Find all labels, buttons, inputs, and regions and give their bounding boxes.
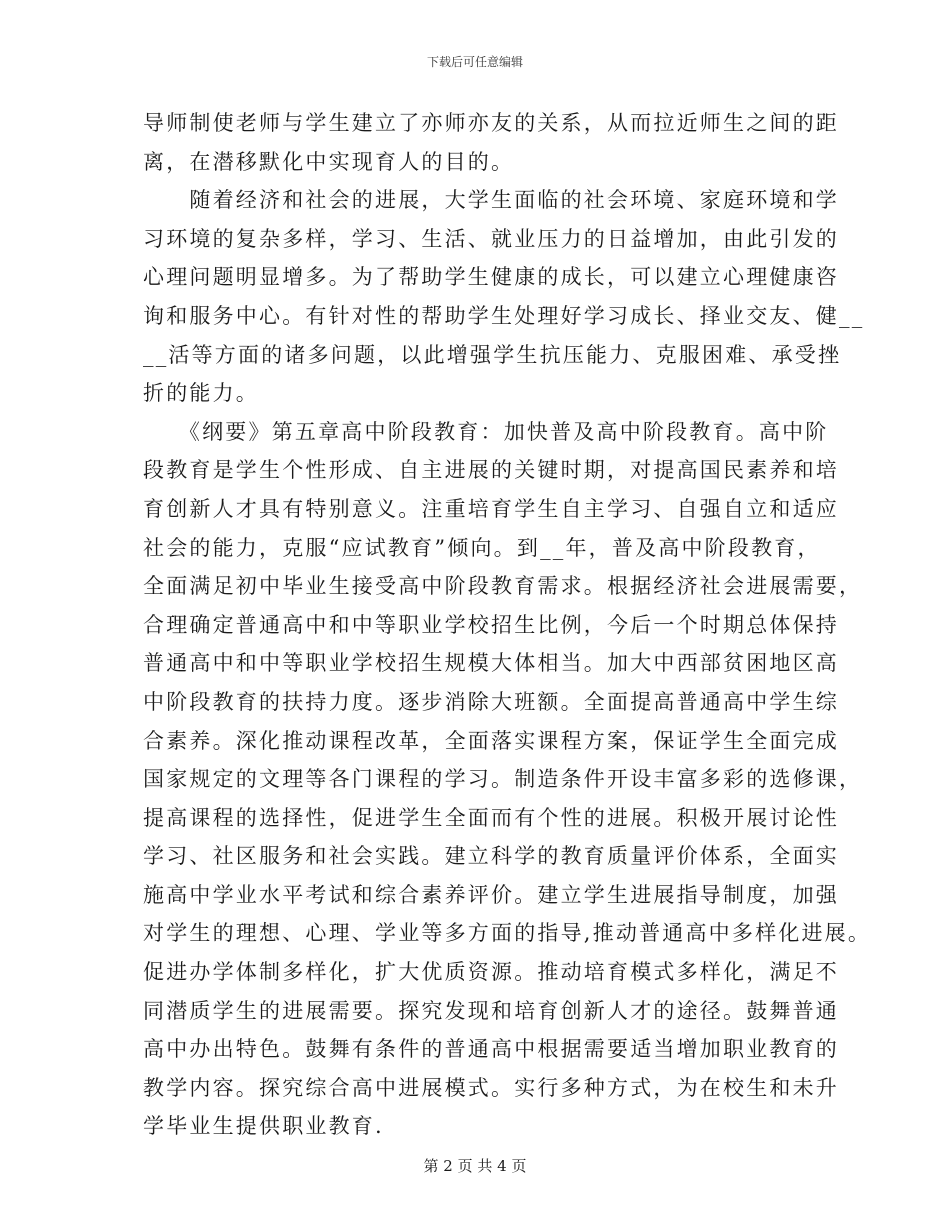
text-line: 促进办学体制多样化，扩大优质资源。推动培育模式多样化，满足不 [143,960,839,985]
text-line: 对学生的理想、心理、学业等多方面的指导,推动普通高中多样化进展。 [143,921,872,946]
page-header-note: 下载后可任意编辑 [426,55,523,69]
text-line: 施高中学业水平考试和综合素养评价。建立学生进展指导制度，加强 [143,882,839,907]
text-line: 社会的能力，克服“应试教育”倾向。到__年，普及高中阶段教育， [143,535,821,560]
text-line: 全面满足初中毕业生接受高中阶段教育需求。根据经济社会进展需要， [143,574,863,599]
text-line: 询和服务中心。有针对性的帮助学生处理好学习成长、择业交友、健__ [143,303,865,328]
text-line: 教学内容。探究综合高中进展模式。实行多种方式，为在校生和未升 [143,1075,839,1100]
text-line: 导师制使老师与学生建立了亦师亦友的关系，从而拉近师生之间的距 [143,111,839,135]
text-line: 离，在潜移默化中实现育人的目的。 [143,149,515,174]
text-line: 国家规定的文理等各门课程的学习。制造条件开设丰富多彩的选修课， [143,767,863,792]
text-line: 同潜质学生的进展需要。探究发现和培育创新人才的途径。鼓舞普通 [143,998,839,1023]
text-line: 育创新人才具有特别意义。注重培育学生自主学习、自强自立和适应 [143,496,839,521]
text-line: 普通高中和中等职业学校招生规模大体相当。加大中西部贫困地区高 [143,651,839,676]
text-line: 段教育是学生个性形成、自主进展的关键时期，对提高国民素养和培 [143,458,839,483]
text-line: 心理问题明显增多。为了帮助学生健康的成长，可以建立心理健康咨 [143,265,839,290]
text-line: 提高课程的选择性，促进学生全面而有个性的进展。积极开展讨论性 [143,805,839,830]
text-line: 折的能力。 [143,381,259,406]
text-line: 学习、社区服务和社会实践。建立科学的教育质量评价体系，全面实 [143,844,839,869]
document-body [143,104,872,1146]
text-line: __活等方面的诸多问题，以此增强学生抗压能力、克服困难、承受挫 [143,342,842,367]
text-line: 随着经济和社会的进展，大学生面临的社会环境、家庭环境和学 [143,188,839,213]
text-line: 习环境的复杂多样，学习、生活、就业压力的日益增加，由此引发的 [143,226,839,251]
text-line: 高中办出特色。鼓舞有条件的普通高中根据需要适当增加职业教育的 [143,1037,839,1062]
text-line: 合理确定普通高中和中等职业学校招生比例，今后一个时期总体保持 [143,612,839,637]
text-line: 学毕业生提供职业教育. [143,1114,384,1139]
text-line: 《纲要》第五章高中阶段教育：加快普及高中阶段教育。高中阶 [143,419,829,444]
page-number-footer: 第 2 页 共 4 页 [423,1157,527,1175]
text-line: 合素养。深化推动课程改革，全面落实课程方案，保证学生全面完成 [143,728,839,753]
text-line: 中阶段教育的扶持力度。逐步消除大班额。全面提高普通高中学生综 [143,689,839,714]
